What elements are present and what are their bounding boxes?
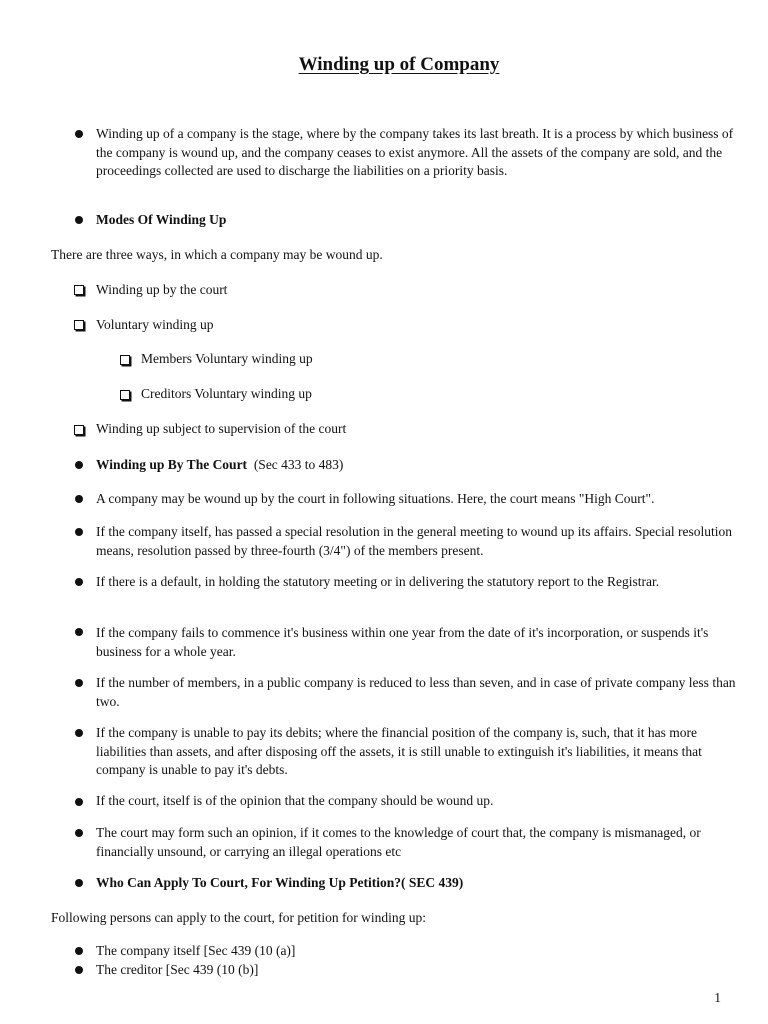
court-point: The court may form such an opinion, if it comes to the knowledge of court that, the company is mismanaged, or financially unsound, or carrying an illegal operations etc [96,825,701,859]
bullet-icon [75,966,83,974]
modes-intro: There are three ways, in which a company may be wound up. [51,247,383,262]
bullet-icon [75,679,83,687]
petitioner-item: The company itself [Sec 439 (10 (a)] [96,943,296,958]
bullet-icon [75,495,83,503]
petition-intro: Following persons can apply to the court, for petition for winding up: [51,910,426,925]
petition-heading: Who Can Apply To Court, For Winding Up Petition?( SEC 439) [96,875,464,890]
bullet-icon [75,879,83,887]
page-title: Winding up of Company [298,54,500,75]
checkbox-icon [120,390,130,400]
bullet-icon [75,528,83,536]
mode-voluntary: Voluntary winding up [96,317,214,332]
page-number: 1 [714,990,721,1005]
court-point: If the company fails to commence it's business within one year from the date of it's incorporation, or suspends it's business for a whole year. [96,625,709,659]
bullet-icon [75,798,83,806]
mode-members-voluntary: Members Voluntary winding up [141,351,313,366]
bullet-icon [75,578,83,586]
court-heading-label: Winding up By The Court [96,457,248,472]
bullet-icon [75,628,83,636]
intro-paragraph [96,125,736,181]
bullet-icon [75,216,83,224]
petitioner-item: The creditor [Sec 439 (10 (b)] [96,962,259,977]
intro-text: Winding up of a company is the stage, where by the company takes its last breath. It is a process by which business of the company is wound up, and the company ceases to exist anymore. All the assets of the company are sold, and the proceedings collected are used to discharge the liabilities on a priority basis. [96,126,734,178]
bullet-icon [75,829,83,837]
court-heading [96,456,716,475]
court-point: If there is a default, in holding the statutory meeting or in delivering the statutory report to the Registrar. [96,574,660,589]
court-point: A company may be wound up by the court in following situations. Here, the court means "High Court". [96,491,655,506]
bullet-icon [75,947,83,955]
court-point: If the number of members, in a public company is reduced to less than seven, and in case of private company less than two. [96,675,736,709]
court-point: If the company is unable to pay its debits; where the financial position of the company is, such, that it has more liabilities than assets, and after disposing off the assets, it is still unable to extinguish it's liabilities, it means that company is unable to pay it's debts. [96,725,702,777]
court-point: If the company itself, has passed a special resolution in the general meeting to wound up its affairs. Special resolution means, resolution passed by three-fourth (3/4") of the members present. [96,524,732,558]
bullet-icon [75,130,83,138]
checkbox-icon [74,320,84,330]
checkbox-icon [74,425,84,435]
mode-supervision: Winding up subject to supervision of the court [96,421,347,436]
bullet-icon [75,729,83,737]
checkbox-icon [74,285,84,295]
checkbox-icon [120,355,130,365]
court-heading-section-ref: (Sec 433 to 483) [253,457,344,472]
bullet-icon [75,461,83,469]
modes-heading: Modes Of Winding Up [96,212,227,227]
mode-creditors-voluntary: Creditors Voluntary winding up [141,386,312,401]
court-point: If the court, itself is of the opinion that the company should be wound up. [96,793,494,808]
mode-court: Winding up by the court [96,282,228,297]
